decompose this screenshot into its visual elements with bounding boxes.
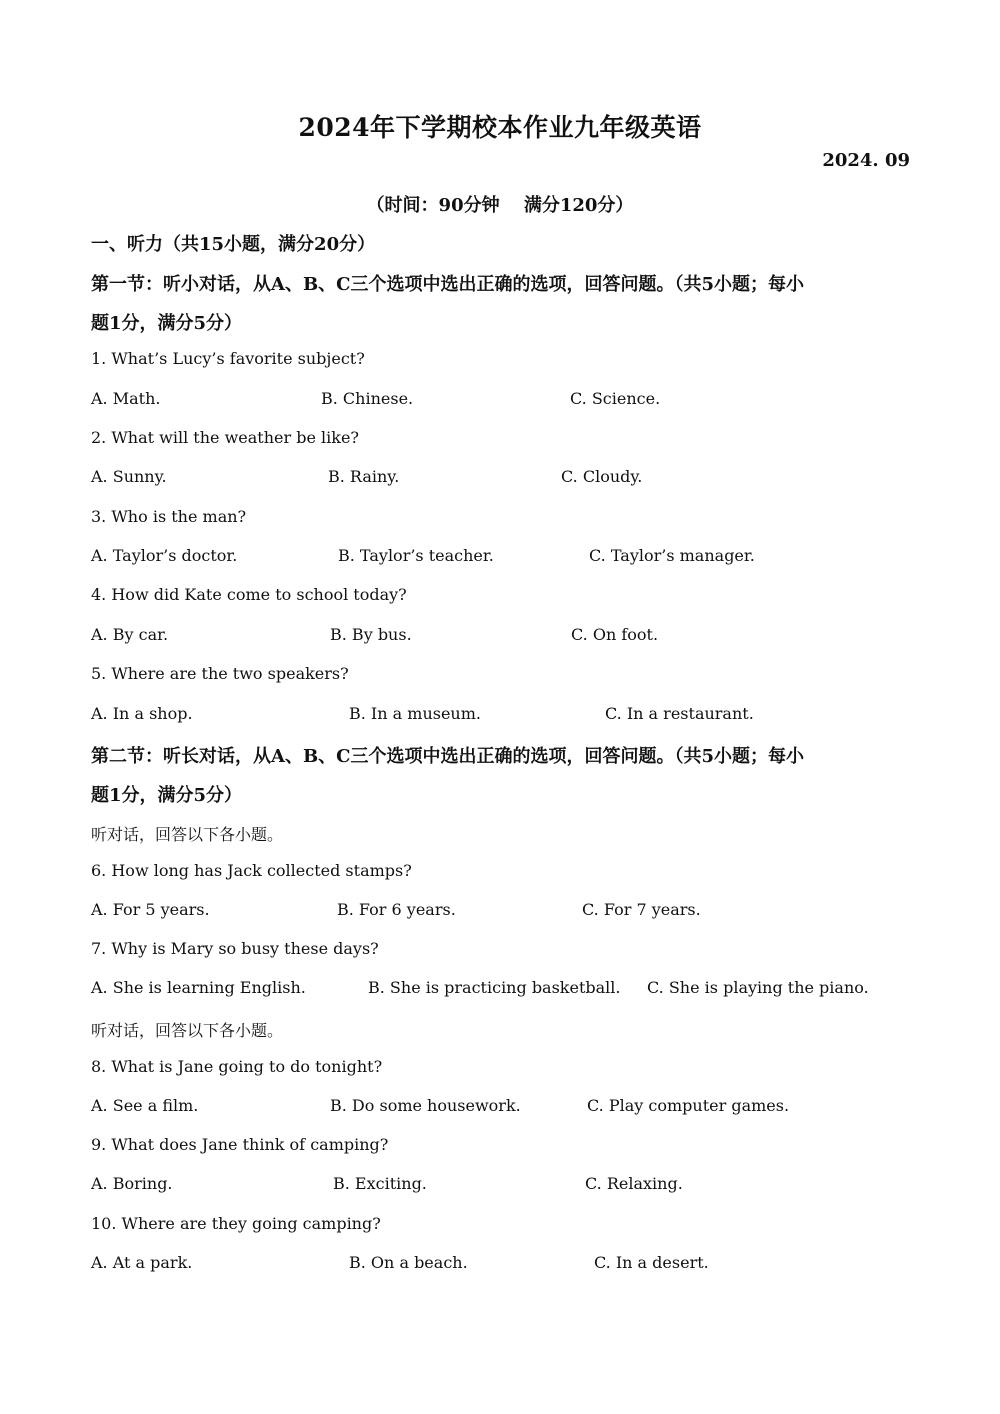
q10-option-c: C. In a desert. — [594, 1253, 709, 1272]
question-9: 9. What does Jane think of camping? — [91, 1135, 389, 1154]
q1-option-a: A. Math. — [91, 389, 161, 408]
q7-option-c: C. She is playing the piano. — [647, 978, 869, 997]
q8-option-a: A. See a film. — [91, 1096, 199, 1115]
question-5: 5. Where are the two speakers? — [91, 664, 349, 683]
q1-option-c: C. Science. — [570, 389, 661, 408]
q4-option-c: C. On foot. — [571, 625, 659, 644]
time-and-score-info: （时间：90分钟 满分120分） — [366, 195, 634, 216]
page-title: 2024年下学期校本作业九年级英语 — [298, 113, 702, 142]
section2-heading-line1: 第二节：听长对话，从A、B、C三个选项中选出正确的选项，回答问题。（共5小题；每小 — [91, 746, 805, 767]
question-10: 10. Where are they going camping? — [91, 1214, 381, 1233]
q2-option-a: A. Sunny. — [91, 467, 167, 486]
question-6: 6. How long has Jack collected stamps? — [91, 861, 412, 880]
question-4: 4. How did Kate come to school today? — [91, 585, 407, 604]
dialogue-instruction-1: 听对话，回答以下各小题。 — [91, 825, 284, 844]
q3-option-c: C. Taylor’s manager. — [589, 546, 755, 565]
q4-option-a: A. By car. — [91, 625, 169, 644]
q9-option-b: B. Exciting. — [333, 1174, 427, 1193]
question-8: 8. What is Jane going to do tonight? — [91, 1057, 383, 1076]
q3-option-a: A. Taylor’s doctor. — [91, 546, 238, 565]
q10-option-a: A. At a park. — [91, 1253, 193, 1272]
q7-option-a: A. She is learning English. — [91, 978, 306, 997]
q6-option-a: A. For 5 years. — [91, 900, 210, 919]
q5-option-b: B. In a museum. — [349, 704, 481, 723]
q8-option-b: B. Do some housework. — [330, 1096, 521, 1115]
question-7: 7. Why is Mary so busy these days? — [91, 939, 379, 958]
q2-option-b: B. Rainy. — [328, 467, 400, 486]
question-1: 1. What’s Lucy’s favorite subject? — [91, 349, 365, 368]
section1-heading-line2: 题1分，满分5分） — [91, 313, 243, 334]
q5-option-a: A. In a shop. — [91, 704, 193, 723]
q6-option-b: B. For 6 years. — [337, 900, 456, 919]
q5-option-c: C. In a restaurant. — [605, 704, 754, 723]
section2-heading-line2: 题1分，满分5分） — [91, 785, 243, 806]
question-2: 2. What will the weather be like? — [91, 428, 359, 447]
part-heading-listening: 一、听力（共15小题，满分20分） — [91, 234, 376, 255]
q1-option-b: B. Chinese. — [321, 389, 414, 408]
q6-option-c: C. For 7 years. — [582, 900, 701, 919]
q10-option-b: B. On a beach. — [349, 1253, 468, 1272]
q2-option-c: C. Cloudy. — [561, 467, 643, 486]
q4-option-b: B. By bus. — [330, 625, 412, 644]
section1-heading-line1: 第一节：听小对话，从A、B、C三个选项中选出正确的选项，回答问题。（共5小题；每小 — [91, 274, 805, 295]
q9-option-c: C. Relaxing. — [585, 1174, 683, 1193]
q9-option-a: A. Boring. — [91, 1174, 173, 1193]
q3-option-b: B. Taylor’s teacher. — [338, 546, 494, 565]
q7-option-b: B. She is practicing basketball. — [368, 978, 621, 997]
dialogue-instruction-2: 听对话，回答以下各小题。 — [91, 1021, 284, 1040]
exam-date: 2024. 09 — [822, 150, 910, 171]
q8-option-c: C. Play computer games. — [587, 1096, 790, 1115]
question-3: 3. Who is the man? — [91, 507, 247, 526]
